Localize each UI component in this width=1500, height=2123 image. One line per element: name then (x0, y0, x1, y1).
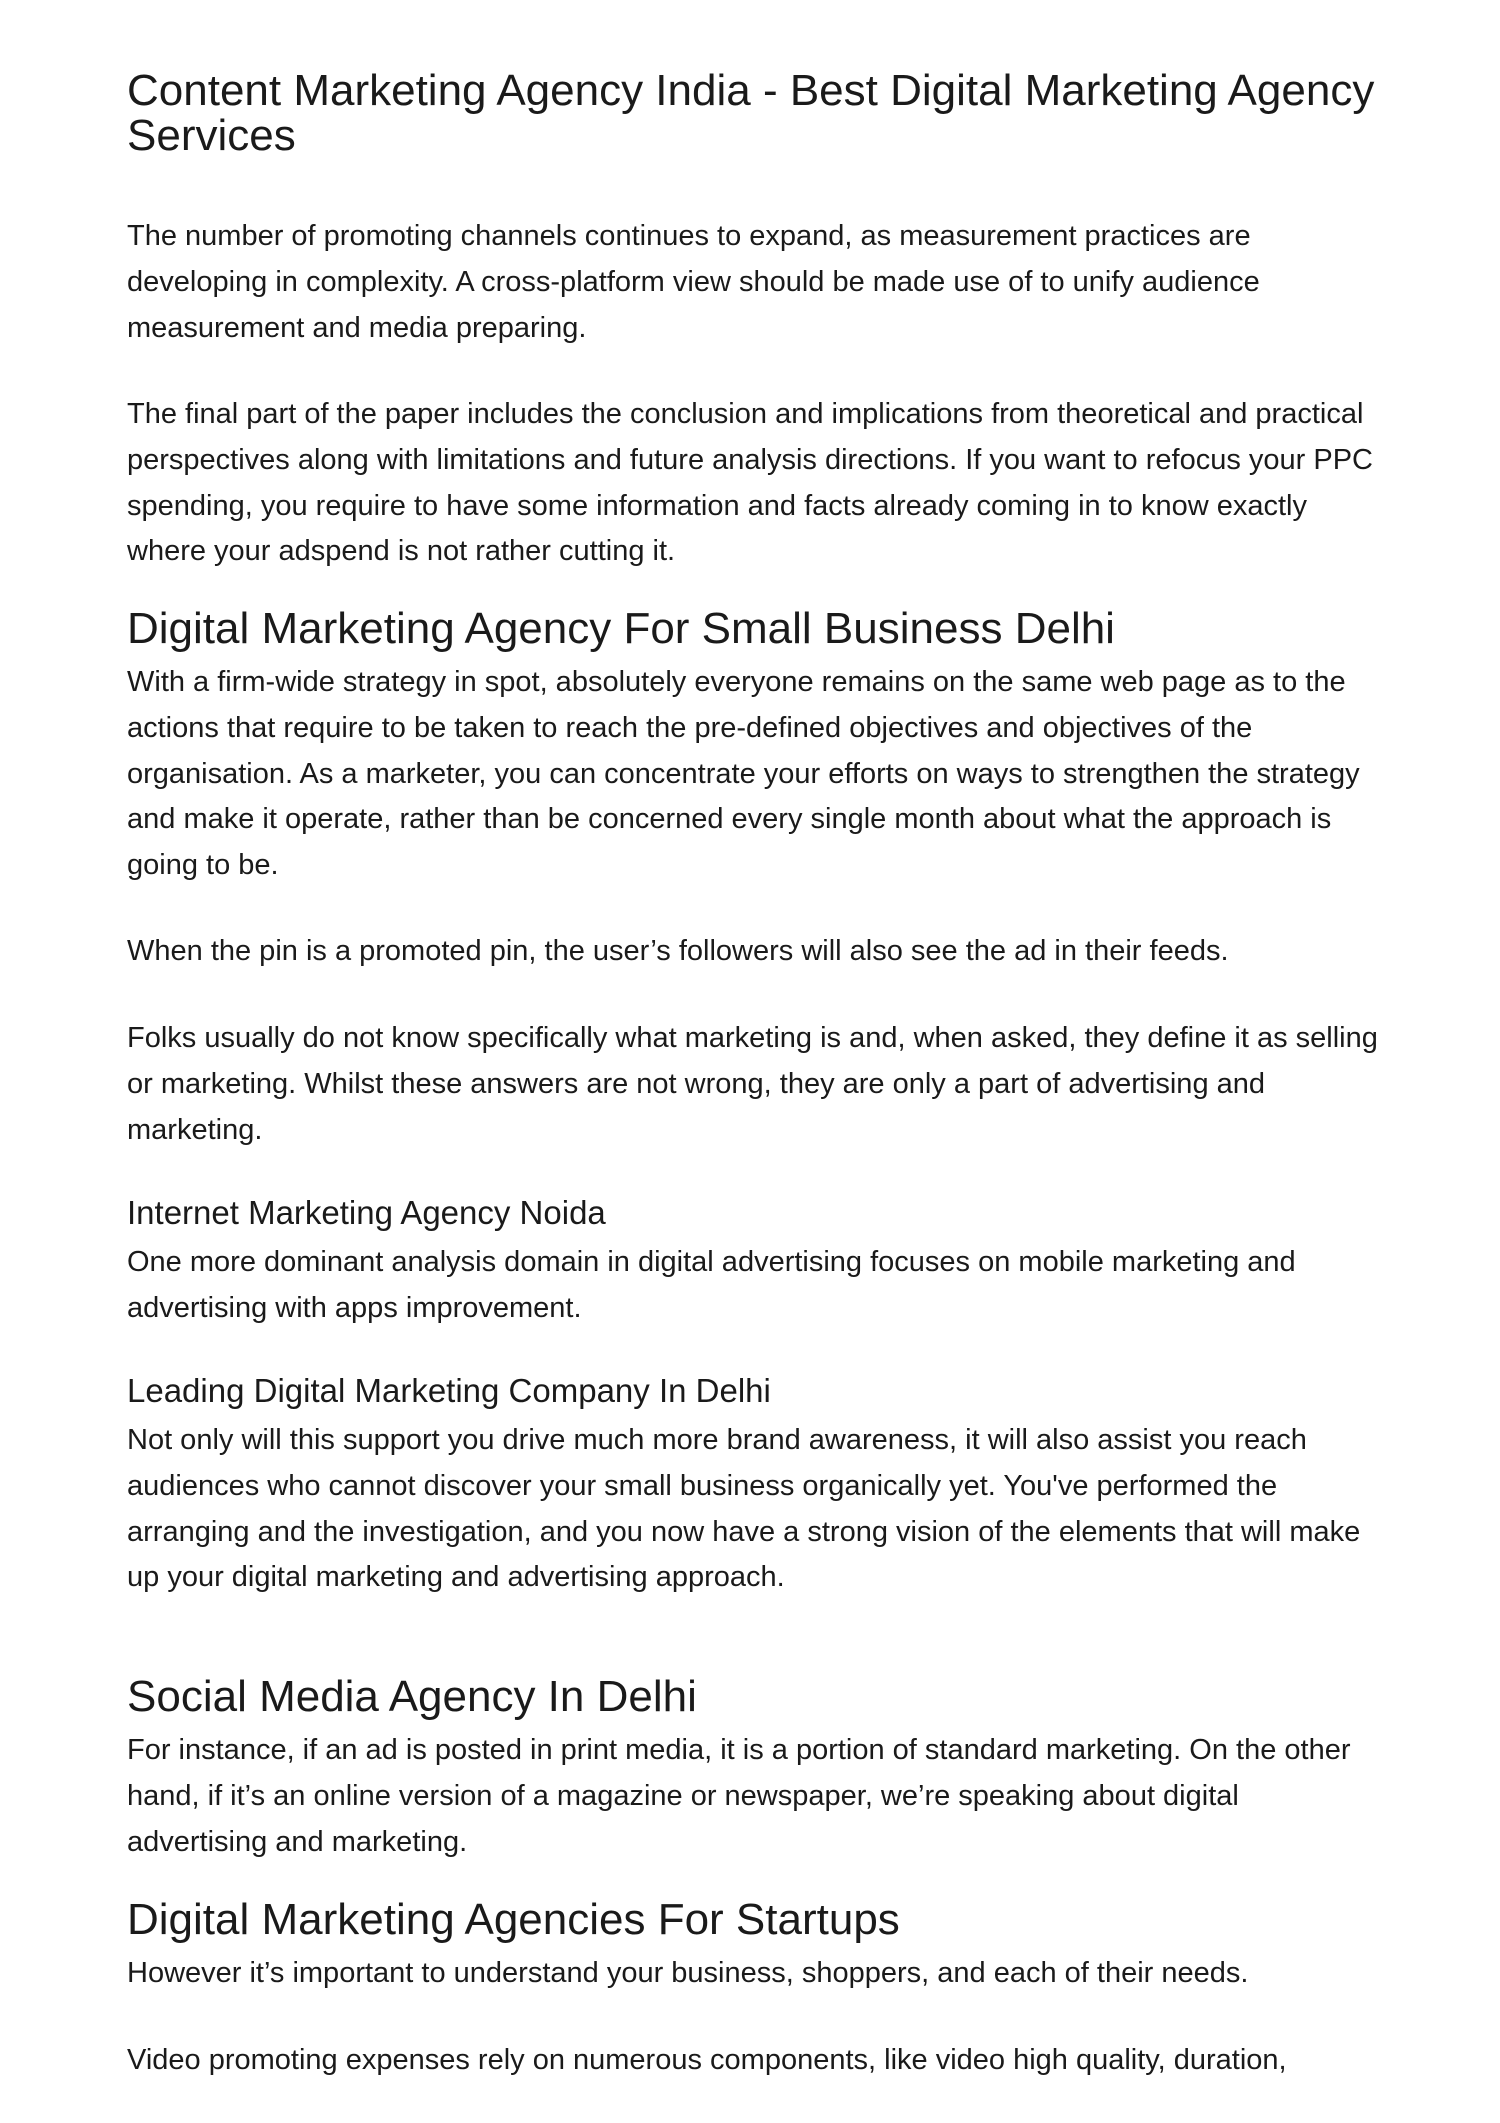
noida-paragraph: One more dominant analysis domain in digital advertising focuses on mobile marketing and advertising with apps improvement. (127, 1246, 1296, 1324)
section-heading-startups: Digital Marketing Agencies For Startups (127, 1895, 900, 1944)
page-title: Content Marketing Agency India - Best Digital Marketing Agency Services (127, 66, 1375, 160)
section-heading-noida: Internet Marketing Agency Noida (127, 1194, 606, 1231)
section-heading-small-business: Digital Marketing Agency For Small Business Delhi (127, 604, 1115, 653)
small-business-paragraph-2: When the pin is a promoted pin, the user’s followers will also see the ad in their feeds. (127, 935, 1229, 967)
startups-paragraph-1: However it’s important to understand your business, shoppers, and each of their needs. (127, 1957, 1249, 1989)
section-heading-leading: Leading Digital Marketing Company In Delhi (127, 1372, 771, 1409)
social-paragraph: For instance, if an ad is posted in print media, it is a portion of standard marketing. On the other hand, if it’s an online version of a magazine or newspaper, we’re speaking about digital advertising and marketing. (127, 1734, 1351, 1858)
intro-paragraph-2: The final part of the paper includes the conclusion and implications from theoretical and practical perspectives along with limitations and future analysis directions. If you want to refocus your PPC spending, you require to have some information and facts already coming in to know exactly where your adspend is not rather cutting it. (127, 398, 1373, 568)
leading-paragraph: Not only will this support you drive much more brand awareness, it will also assist you reach audiences who cannot discover your small business organically yet. You've performed the arranging and the investigation, and you now have a strong vision of the elements that will make up your digital marketing and advertising approach. (127, 1424, 1361, 1594)
section-heading-social: Social Media Agency In Delhi (127, 1672, 697, 1721)
small-business-paragraph-3: Folks usually do not know specifically what marketing is and, when asked, they define it as selling or marketing. Whilst these answers are not wrong, they are only a part of advertising and marketing. (127, 1022, 1378, 1146)
startups-paragraph-2: Video promoting expenses rely on numerous components, like video high quality, duration, (127, 2044, 1287, 2076)
small-business-paragraph-1: With a firm-wide strategy in spot, absolutely everyone remains on the same web page as to the actions that require to be taken to reach the pre-defined objectives and objectives of the organisation. As a marketer, you can concentrate your efforts on ways to strengthen the strategy and make it operate, rather than be concerned every single month about what the approach is going to be. (127, 666, 1360, 882)
intro-paragraph-1: The number of promoting channels continues to expand, as measurement practices are developing in complexity. A cross-platform view should be made use of to unify audience measurement and media preparing. (127, 220, 1260, 344)
